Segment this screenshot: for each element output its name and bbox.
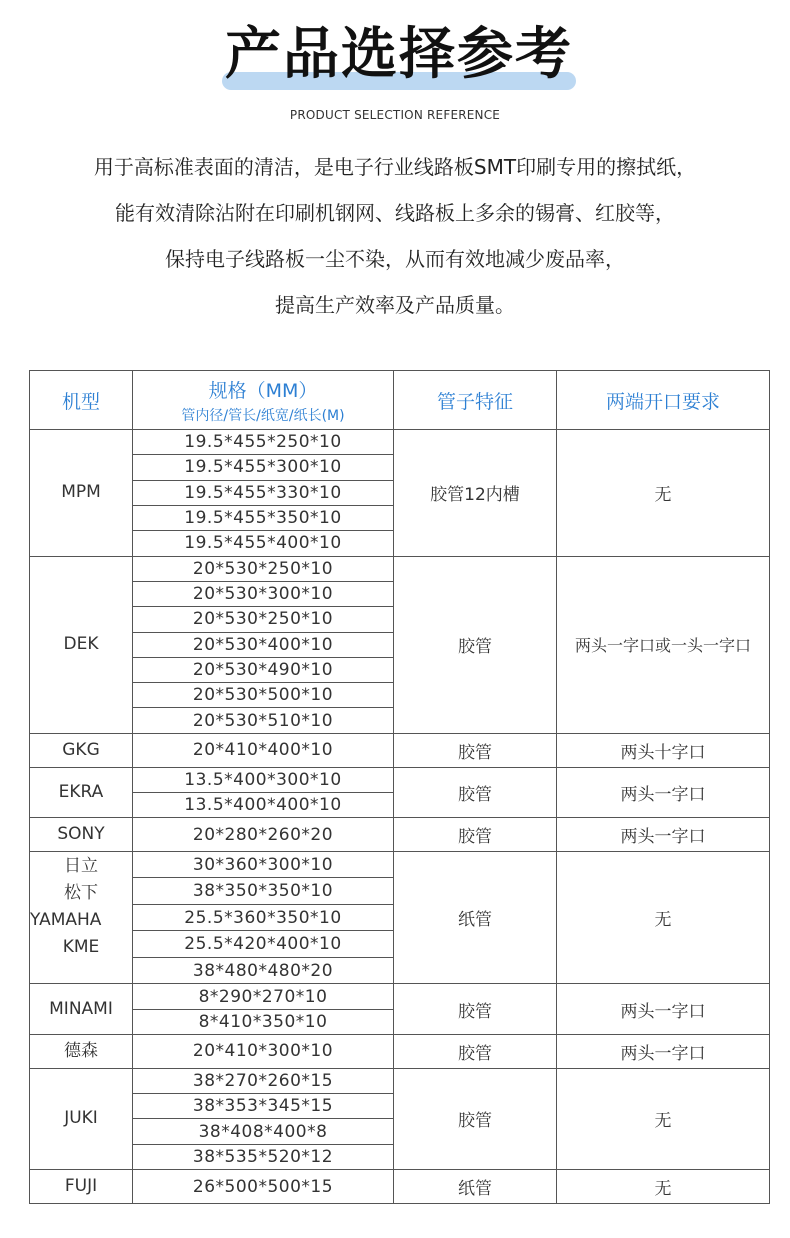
title-block xyxy=(222,20,576,92)
selection-table xyxy=(29,370,770,1204)
table-header-row xyxy=(30,371,770,430)
header-tube: 管子特征 xyxy=(394,371,557,430)
spec-cell: 19.5*455*400*10 xyxy=(133,531,394,556)
ends-cell: 两头一字口 xyxy=(557,1035,770,1069)
header-spec-title: 规格（MM） xyxy=(208,379,318,402)
page-subtitle: PRODUCT SELECTION REFERENCE xyxy=(289,108,501,122)
spec-cell: 20*410*300*10 xyxy=(133,1035,394,1069)
model-cell xyxy=(30,1068,133,1169)
ends-cell: 无 xyxy=(557,851,770,984)
ends-cell: 两头一字口 xyxy=(557,984,770,1035)
model-cell xyxy=(30,818,133,852)
ends-cell: 无 xyxy=(557,1068,770,1169)
model-cell xyxy=(30,430,133,557)
page-header xyxy=(0,0,790,130)
table-body xyxy=(30,430,770,1204)
model-name: DEK xyxy=(63,634,99,655)
header-model: 机型 xyxy=(30,371,133,430)
model-cell xyxy=(30,733,133,767)
tube-cell: 胶管 xyxy=(394,1035,557,1069)
tube-cell: 胶管 xyxy=(394,984,557,1035)
spec-cell: 25.5*360*350*10 xyxy=(133,904,394,931)
spec-cell: 38*350*350*10 xyxy=(133,878,394,905)
tube-cell: 胶管 xyxy=(394,556,557,733)
intro-line: 提高生产效率及产品质量。 xyxy=(275,293,515,317)
spec-cell: 13.5*400*400*10 xyxy=(133,792,394,817)
spec-cell: 8*410*350*10 xyxy=(133,1009,394,1034)
spec-cell: 20*410*400*10 xyxy=(133,733,394,767)
tube-cell: 纸管 xyxy=(394,1170,557,1204)
spec-cell: 20*530*500*10 xyxy=(133,683,394,708)
spec-cell: 20*280*260*20 xyxy=(133,818,394,852)
table-row xyxy=(30,1035,770,1069)
spec-cell: 38*480*480*20 xyxy=(133,957,394,984)
model-name: GKG xyxy=(62,739,100,760)
ends-cell: 两头一字口 xyxy=(557,818,770,852)
spec-cell: 20*530*300*10 xyxy=(133,581,394,606)
intro-paragraph xyxy=(0,144,790,328)
model-cell xyxy=(30,984,133,1035)
spec-cell: 19.5*455*330*10 xyxy=(133,480,394,505)
tube-cell: 纸管 xyxy=(394,851,557,984)
model-name: MINAMI xyxy=(49,998,113,1019)
table-row xyxy=(30,984,770,1009)
table-row xyxy=(30,818,770,852)
header-spec xyxy=(133,371,394,430)
spec-cell: 20*530*510*10 xyxy=(133,708,394,733)
spec-cell: 8*290*270*10 xyxy=(133,984,394,1009)
ends-cell: 两头一字口或一头一字口 xyxy=(557,556,770,733)
spec-cell: 38*270*260*15 xyxy=(133,1068,394,1093)
spec-cell: 26*500*500*15 xyxy=(133,1170,394,1204)
intro-line: 保持电子线路板一尘不染，从而有效地减少废品率， xyxy=(165,247,625,271)
table-row xyxy=(30,733,770,767)
header-ends: 两端开口要求 xyxy=(557,371,770,430)
model-name: SONY xyxy=(57,824,105,844)
spec-cell: 19.5*455*250*10 xyxy=(133,430,394,455)
spec-cell: 19.5*455*350*10 xyxy=(133,505,394,530)
model-name: 日立 xyxy=(64,855,98,876)
model-cell xyxy=(30,767,133,818)
tube-cell: 胶管12内槽 xyxy=(394,430,557,557)
model-name: EKRA xyxy=(58,781,104,802)
tube-cell: 胶管 xyxy=(394,1068,557,1169)
spec-cell: 38*408*400*8 xyxy=(133,1119,394,1144)
ends-cell: 无 xyxy=(557,1170,770,1204)
tube-cell: 胶管 xyxy=(394,818,557,852)
model-name: 德森 xyxy=(64,1040,98,1061)
model-cell xyxy=(30,1035,133,1069)
table-row xyxy=(30,851,770,878)
intro-line: 用于高标准表面的清洁，是电子行业线路板SMT印刷专用的擦拭纸， xyxy=(93,155,697,179)
ends-cell: 无 xyxy=(557,430,770,557)
intro-line: 能有效清除沾附在印刷机钢网、线路板上多余的锡膏、红胶等， xyxy=(115,201,675,225)
tube-cell: 胶管 xyxy=(394,733,557,767)
table-row xyxy=(30,430,770,455)
model-name: YAMAHA xyxy=(30,909,102,930)
spec-cell: 30*360*300*10 xyxy=(133,851,394,878)
table-row xyxy=(30,767,770,792)
model-cell xyxy=(30,1170,133,1204)
model-cell xyxy=(30,851,133,984)
model-name: MPM xyxy=(61,482,101,503)
model-name: JUKI xyxy=(64,1108,98,1129)
spec-cell: 20*530*250*10 xyxy=(133,556,394,581)
spec-cell: 20*530*250*10 xyxy=(133,607,394,632)
header-spec-subtitle: 管内径/管长/纸宽/纸长(M) xyxy=(181,407,345,424)
model-name: FUJI xyxy=(64,1176,98,1197)
spec-cell: 20*530*490*10 xyxy=(133,657,394,682)
model-cell xyxy=(30,556,133,733)
spec-cell: 13.5*400*300*10 xyxy=(133,767,394,792)
model-name: 松下 xyxy=(64,882,98,903)
tube-cell: 胶管 xyxy=(394,767,557,818)
page-title: 产品选择参考 xyxy=(225,22,573,87)
spec-cell: 20*530*400*10 xyxy=(133,632,394,657)
model-name: KME xyxy=(62,936,100,957)
spec-cell: 25.5*420*400*10 xyxy=(133,931,394,958)
table-row xyxy=(30,556,770,581)
table-row xyxy=(30,1170,770,1204)
spec-cell: 38*535*520*12 xyxy=(133,1144,394,1169)
spec-cell: 38*353*345*15 xyxy=(133,1094,394,1119)
table-row xyxy=(30,1068,770,1093)
spec-cell: 19.5*455*300*10 xyxy=(133,455,394,480)
ends-cell: 两头一字口 xyxy=(557,767,770,818)
ends-cell: 两头十字口 xyxy=(557,733,770,767)
